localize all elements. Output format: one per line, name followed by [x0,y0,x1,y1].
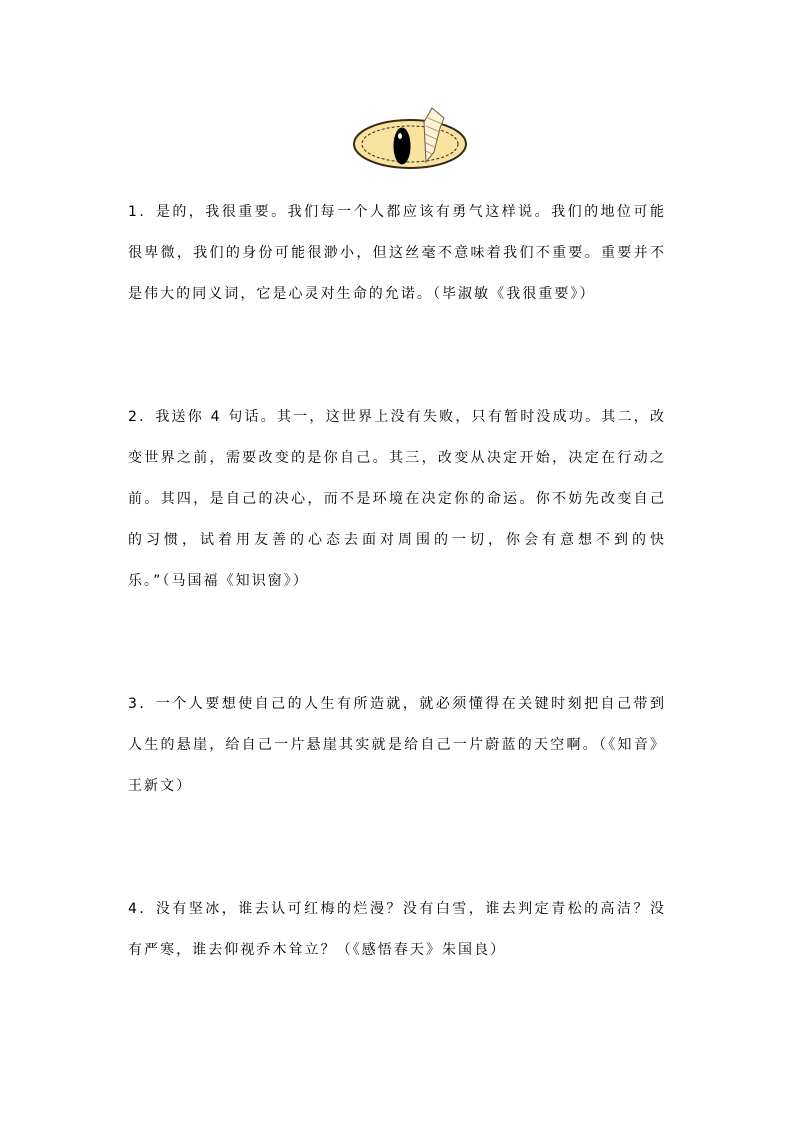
quote-3: 3．一个人要想使自己的人生有所造就，就必须懂得在关键时刻把自己带到人生的悬崖，给自己一片悬崖其实就是给自己一片蔚蓝的天空啊。（《知音》王新文） [128,696,666,794]
quote-2: 2．我送你 4 句话。其一，这世界上没有失败，只有暂时没成功。其二，改变世界之前，需要改变的是你自己。其三，改变从决定开始，决定在行动之前。其四，是自己的决心，而不是环境在决定你的命运。你不妨先改变自己的习惯，试着用友善的心态去面对周围的一切，你会有意想不到的快乐。”（马国福《知识窗》） [128,409,666,589]
quote-1: 1．是的，我很重要。我们每一个人都应该有勇气这样说。我们的地位可能很卑微，我们的身份可能很渺小，但这丝毫不意味着我们不重要。重要并不是伟大的同义词，它是心灵对生命的允诺。（毕淑敏《我很重要》） [128,204,666,302]
quote-4: 4．没有坚冰，谁去认可红梅的烂漫？没有白雪，谁去判定青松的高洁？没有严寒，谁去仰视乔木耸立？（《感悟春天》朱国良） [128,901,666,958]
quotes-list [128,192,666,971]
eye-with-feather-logo-icon [352,104,472,172]
